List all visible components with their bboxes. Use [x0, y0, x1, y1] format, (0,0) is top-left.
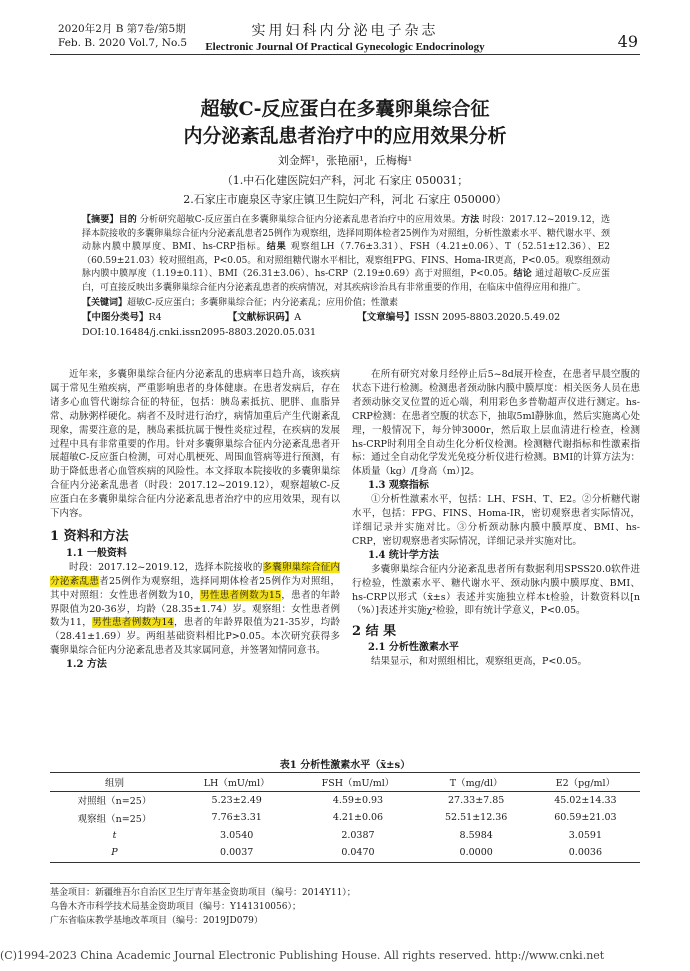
journal-cn: 实用妇科内分泌电子杂志: [251, 23, 439, 39]
table-header: FSH（mU/ml）: [321, 777, 395, 789]
title-line-1: 超敏C-反应蛋白在多囊卵巢综合征: [200, 98, 490, 120]
copyright-notice: (C)1994-2023 China Academic Journal Electronic Publishing House. All rights reserved. http://www.cnki.net: [0, 949, 605, 962]
footnote-rule: [50, 883, 230, 884]
table-header-row: [50, 773, 640, 792]
highlight-2: 男性患者例数为15: [200, 589, 281, 601]
page-number: 49: [617, 32, 638, 51]
method-label: 方法: [460, 215, 480, 225]
left-column: [50, 368, 340, 672]
p1-text-b: 者25例作为观察组，选择同期体检者25例作为对照组，其中对照组：女性患者例数为10，: [50, 575, 340, 601]
p1-text-d: ，患者的年龄界限值为21-35岁，均龄（28.41±1.69）岁。两组基础资料相比P>0.05。本次研究获得多囊卵巢综合征内分泌紊乱患者及其家属同意，并签署知情同意书。: [50, 617, 341, 657]
clc-label: 【中图分类号】: [82, 312, 149, 324]
header-rule: [50, 54, 640, 55]
table-cell: 对照组（n=25）: [77, 796, 152, 808]
affiliation-2: 2.石家庄市鹿泉区寺家庄镇卫生院妇产科，河北 石家庄 050000）: [183, 193, 507, 206]
affiliation-1: （1.中石化建医院妇产科，河北 石家庄 050031；: [221, 174, 469, 187]
art-value: ISSN 2095-8803.2020.5.49.02: [414, 312, 561, 324]
table-header: E2（pg/ml）: [555, 777, 616, 789]
table-row: [50, 809, 640, 827]
table-cell: 5.23±2.49: [211, 794, 262, 806]
subsection-1-3-heading: 1.3 观察指标: [368, 480, 429, 492]
table-cell: 60.59±21.03: [554, 812, 617, 824]
table-cell: 8.5984: [459, 829, 493, 841]
subsection-2-1-heading: 2.1 分析性激素水平: [368, 642, 459, 654]
keywords-text: 超敏C-反应蛋白；多囊卵巢综合征；内分泌紊乱；应用价值；性激素: [127, 297, 398, 308]
table-title: 表1 分析性激素水平（x̄±s）: [279, 760, 411, 771]
footnote-3: 广东省临床教学基地改革项目（编号：2019JD079）: [50, 916, 263, 926]
right-column: [352, 368, 640, 669]
table-cell: 4.21±0.06: [332, 812, 384, 824]
issue-en: Feb. B. 2020 Vol.7, No.5: [58, 37, 188, 49]
doc-value: A: [294, 312, 302, 324]
highlight-3: 男性患者例数为14: [92, 617, 174, 629]
table-cell: 27.33±7.85: [448, 794, 505, 806]
article-title: [0, 96, 690, 150]
table-header: 组别: [105, 777, 125, 789]
subsection-1-1-heading: 1.1 一般资料: [66, 547, 127, 559]
abstract: [82, 214, 610, 339]
footnote-2: 乌鲁木齐市科学技术局基金资助项目（编号：Y141310056）；: [50, 902, 301, 912]
journal-name: [0, 20, 690, 53]
footnotes: [50, 886, 356, 928]
table-cell: P: [111, 847, 118, 859]
general-info-paragraph: [50, 561, 340, 658]
method-text: 时段：2017.12~2019.12，选择本院接收的多囊卵巢综合征内分泌紊乱患者25例作为观察组，选择同期体检者25例作为对照组，分析性激素水平、糖代谢水平、颈动脉内膜中膜厚度、BMI、hs-CRP指标。: [82, 215, 610, 253]
section-2-heading: 2 结 果: [352, 624, 397, 640]
result-label: 结果: [266, 242, 287, 253]
table-cell: 45.02±14.33: [554, 794, 617, 806]
table-cell: 7.76±3.31: [211, 812, 262, 824]
footnote-1: 基金项目：新疆维吾尔自治区卫生厅青年基金资助项目（编号：2014Y11）；: [50, 888, 356, 898]
table-header: LH（mU/ml）: [203, 777, 270, 789]
table-cell: 2.0387: [341, 829, 375, 841]
purpose-text: 分析研究超敏C-反应蛋白在多囊卵巢综合征内分泌紊乱患者治疗中的应用效果。: [139, 215, 461, 225]
result-paragraph: 结果显示，和对照组相比，观察组更高，P<0.05。: [371, 656, 588, 668]
conclusion-text: 通过超敏C-反应蛋白，可直接反映出多囊卵巢综合征内分泌紊乱患者的疾病情况，对其疾病诊治具有非常重要的作用，在临床中值得应用和推广。: [82, 269, 610, 293]
method-paragraph: 在所有研究对象月经停止后5~8d展开检查，在患者早晨空腹的状态下进行检测。检测患者颈动脉内膜中膜厚度：相关医务人员在患者颈动脉交叉位置的近心端，利用彩色多普勒超声仪进行测定。hs-CRP检测：在患者空腹的状态下，抽取5ml静脉血，然后实施离心处理，一般情况下，每分钟3000r，然后取上层血清进行检查，检测hs-CRP时利用全自动生化分析仪检测。检测糖代谢指标和性激素指标：通过全自动化学发光免疫分析仪进行检测。BMI的计算方法为：体质量（kg）/[身高（m）]2。: [352, 369, 640, 478]
keywords-label: 【关键词】: [82, 297, 128, 308]
art-label: 【文章编号】: [357, 312, 415, 324]
table-cell: 4.59±0.93: [332, 794, 384, 806]
sex-hormone-table: [50, 772, 640, 863]
table-cell: 0.0036: [568, 847, 603, 859]
authors: 刘金辉¹，张艳丽¹，丘梅梅¹: [277, 154, 413, 167]
issue-cn: 2020年2月 B 第7卷/第5期: [58, 23, 186, 35]
subsection-1-4-heading: 1.4 统计学方法: [368, 549, 439, 561]
clc-value: R4: [148, 312, 162, 324]
keywords: [82, 297, 610, 311]
journal-en: Electronic Journal Of Practical Gynecologic Endocrinology: [205, 41, 485, 53]
statistics-paragraph: 多囊卵巢综合征内分泌紊乱患者所有数据利用SPSS20.0软件进行检验，性激素水平、糖代谢水平、颈动脉内膜中膜厚度、BMI、hs-CRP以形式（x̄±s）表述并实施独立样本t检验，计数资料以[n（%）]表述并实施χ²检验，即有统计学意义，P<0.05。: [352, 563, 640, 617]
table-cell: t: [112, 829, 117, 841]
table-row: [50, 791, 640, 809]
result-text: 观察组LH（7.76±3.31）、FSH（4.21±0.06）、T（52.51±12.36）、E2（60.59±21.03）较对照组高，P<0.05。和对照组糖代谢水平相比，观察组FPG、FINS、Homa-IR更高，P<0.05。观察组颈动脉内膜中膜厚度（1.19±0.11）、BMI（26.31±3.06）、hs-CRP（2.19±0.69）高于对照组，P<0.05。: [82, 242, 610, 280]
table-cell: 观察组（n=25）: [77, 813, 152, 825]
table-cell: 0.0000: [459, 847, 493, 859]
section-1-heading: 1 资料和方法: [50, 528, 129, 544]
subsection-1-2-heading: 1.2 方法: [66, 659, 107, 671]
abstract-body: [82, 214, 610, 296]
highlight-1: 多囊卵巢综合征内分泌紊乱患: [50, 561, 340, 587]
conclusion-label: 结论: [513, 269, 532, 280]
table-row: [50, 827, 640, 845]
table-cell: 0.0037: [220, 847, 254, 859]
classification: [82, 311, 610, 325]
table-cell: 52.51±12.36: [445, 812, 508, 824]
doc-label: 【文献标识码】: [227, 312, 295, 324]
title-line-2: 内分泌紊乱患者治疗中的应用效果分析: [183, 125, 507, 147]
observation-paragraph: ①分析性激素水平，包括：LH、FSH、T、E2。②分析糖代谢水平，包括：FPG、FINS、Homa-IR，密切观察患者实际情况，详细记录并实施对比。③分析颈动脉内膜中膜厚度、BMI、hs-CRP，密切观察患者实际情况，详细记录并实施对比。: [352, 494, 640, 547]
table-cell: 0.0470: [341, 847, 375, 859]
table-header: T（mg/dl）: [449, 777, 503, 789]
abstract-label: 【摘要】: [82, 215, 119, 225]
p1-text-a: 时段：2017.12~2019.12，选择本院接收的: [69, 561, 263, 573]
p1-text-c: ，患者的年龄界限值为20-36岁，均龄（28.35±1.74）岁。观察组：女性患者例数为11，: [50, 589, 340, 629]
purpose-label: 目的: [118, 215, 137, 225]
intro-paragraph: 近年来，多囊卵巢综合征内分泌紊乱的患病率日趋升高，该疾病属于常见生殖疾病，严重影响患者的身体健康。在患者发病后，存在诸多心血管代谢综合征的特征，包括：胰岛素抵抗、肥胖、血脂异常、动脉粥样硬化。病者不及时进行治疗，病情加重后产生代谢紊乱现象，需要注意的是，胰岛素抵抗属于慢性炎症过程，在疾病的发展过程中具有非常重要的作用。针对多囊卵巢综合征内分泌紊乱患者开展超敏C-反应蛋白检测，可对心肌梗死、周围血管病等进行预测，有助于降低患者心血管疾病的风险性。本文择取本院接收的多囊卵巢综合征内分泌紊乱患者（时段：2017.12~2019.12），观察超敏C-反应蛋白在多囊卵巢综合征内分泌紊乱患者治疗中的应用效果，现有以下内容。: [50, 369, 340, 520]
doi: DOI:10.16484/j.cnki.issn2095-8803.2020.05.031: [82, 326, 317, 338]
table-cell: 3.0540: [220, 829, 254, 841]
table-row: [50, 844, 640, 862]
table-cell: 3.0591: [568, 829, 603, 841]
